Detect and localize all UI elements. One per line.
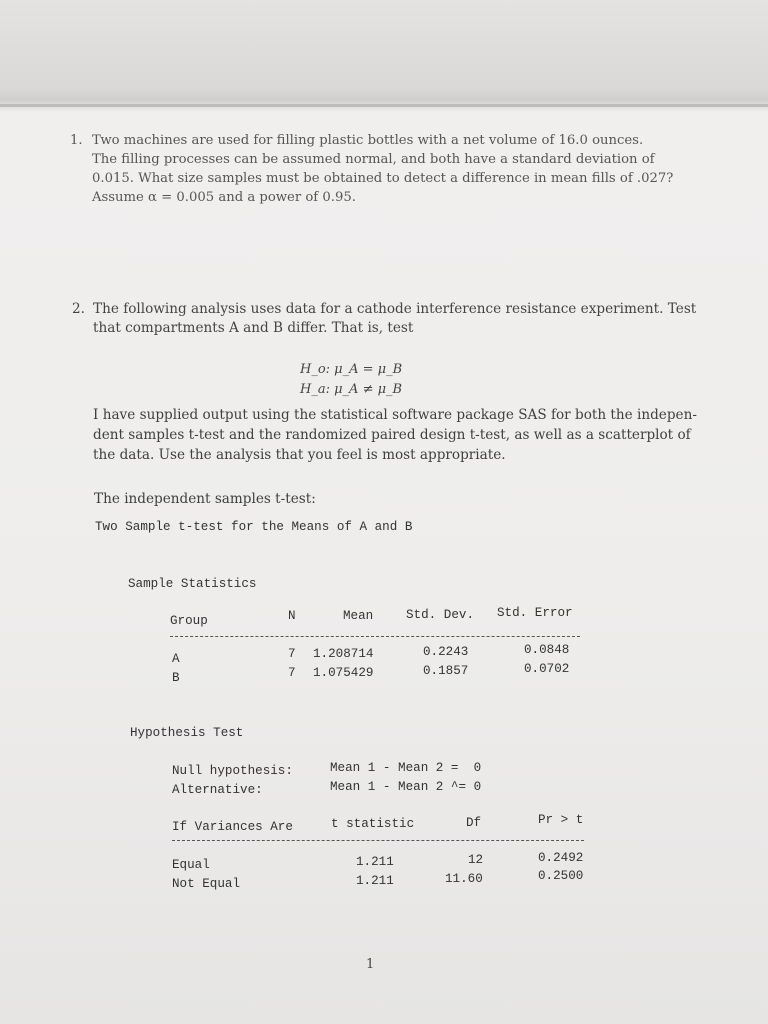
- problem-1-line: The filling processes can be assumed normal, and both have a standard deviation of: [92, 152, 655, 167]
- hypothesis-test-label: Hypothesis Test: [130, 726, 244, 740]
- paragraph-line: dent samples t-test and the randomized paired design t-test, as well as a scatterplot of: [93, 427, 691, 443]
- row-b-mean: 1.075429: [313, 666, 374, 680]
- header-pr-t: Pr > t: [538, 813, 584, 827]
- row-b-group: B: [172, 671, 180, 685]
- header-t-statistic: t statistic: [331, 817, 415, 831]
- problem-2-number: 2.: [72, 301, 85, 317]
- row-b-n: 7: [288, 666, 296, 680]
- problem-1-line: Two machines are used for filling plastic bottles with a net volume of 16.0 ounces.: [92, 133, 644, 148]
- header-std-error: Std. Error: [497, 606, 573, 620]
- header-group: Group: [170, 614, 208, 628]
- test-row-not-equal-label: Not Equal: [172, 877, 241, 891]
- problem-1-line: 0.015. What size samples must be obtained to detect a difference in mean fills of .027?: [92, 171, 674, 186]
- test-table-divider: [172, 840, 584, 841]
- independent-samples-intro: The independent samples t-test:: [94, 491, 316, 507]
- row-b-se: 0.0702: [524, 662, 570, 676]
- problem-2-line: that compartments A and B differ. That is, test: [93, 320, 414, 336]
- test-row-equal-t: 1.211: [356, 855, 394, 869]
- row-a-group: A: [172, 652, 180, 666]
- row-b-sd: 0.1857: [423, 664, 469, 678]
- alternative-label: Alternative:: [172, 783, 263, 797]
- paper-top-edge: [0, 104, 768, 107]
- problem-2-line: The following analysis uses data for a cathode interference resistance experiment. Test: [93, 301, 697, 317]
- row-a-sd: 0.2243: [423, 645, 469, 659]
- row-a-se: 0.0848: [524, 643, 570, 657]
- null-hypothesis: H_o: μ_A = μ_B: [300, 362, 403, 377]
- sample-statistics-label: Sample Statistics: [128, 577, 257, 591]
- test-row-not-equal-p: 0.2500: [538, 869, 584, 883]
- paragraph-line: the data. Use the analysis that you feel is most appropriate.: [93, 447, 506, 463]
- null-hypothesis-label: Null hypothesis:: [172, 764, 293, 778]
- header-mean: Mean: [343, 609, 374, 623]
- header-n: N: [288, 609, 296, 623]
- table-divider: [170, 636, 580, 637]
- test-row-not-equal-t: 1.211: [356, 874, 394, 888]
- problem-1-number: 1.: [70, 133, 83, 148]
- sas-title: Two Sample t-test for the Means of A and B: [95, 520, 413, 534]
- test-row-equal-df: 12: [468, 853, 484, 867]
- header-df: Df: [466, 816, 482, 830]
- alternative-value: Mean 1 - Mean 2 ^= 0: [330, 780, 482, 794]
- header-variances: If Variances Are: [172, 820, 293, 834]
- row-a-n: 7: [288, 647, 296, 661]
- page-number: 1: [366, 957, 375, 972]
- test-row-equal-p: 0.2492: [538, 851, 584, 865]
- null-hypothesis-value: Mean 1 - Mean 2 = 0: [330, 761, 482, 775]
- alternative-hypothesis: H_a: μ_A ≠ μ_B: [300, 382, 403, 397]
- row-a-mean: 1.208714: [313, 647, 374, 661]
- test-row-equal-label: Equal: [172, 858, 210, 872]
- header-std-dev: Std. Dev.: [406, 608, 475, 622]
- problem-1-line: Assume α = 0.005 and a power of 0.95.: [92, 190, 356, 205]
- paragraph-line: I have supplied output using the statistical software package SAS for both the indepen-: [93, 407, 697, 423]
- test-row-not-equal-df: 11.60: [445, 872, 483, 886]
